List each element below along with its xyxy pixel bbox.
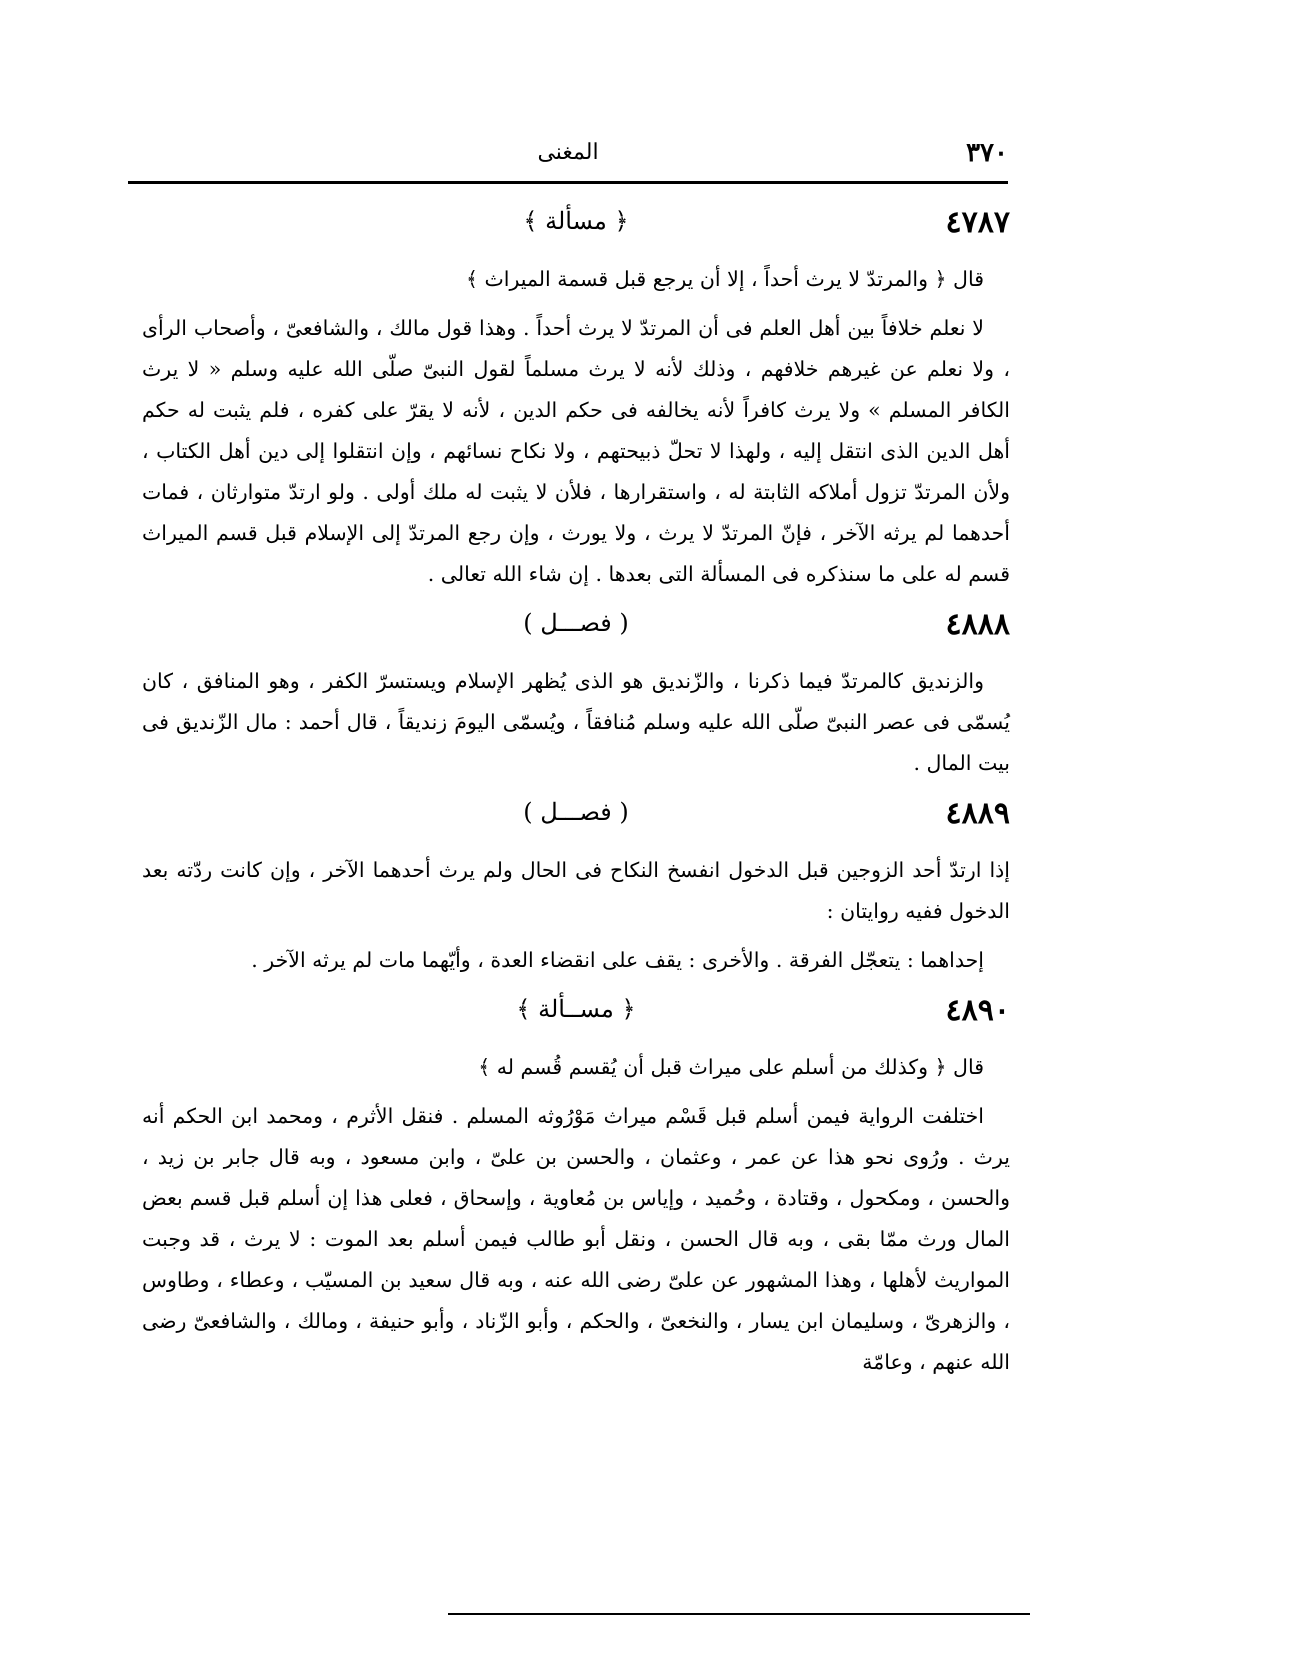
section-heading	[142, 993, 1010, 1033]
section-heading	[142, 205, 1010, 245]
footer-rule	[448, 1613, 1030, 1615]
section-number: ٤٨٨٩	[945, 796, 1010, 831]
section-title: ﴿ مسألة ﴾	[523, 207, 629, 235]
section-quote: قال ﴿ والمرتدّ لا يرث أحداً ، إلا أن يرجع قبل قسمة الميراث ﴾	[465, 267, 984, 291]
section-heading	[142, 796, 1010, 836]
section-number: ٤٨٨٨	[945, 607, 1010, 642]
section-number: ٤٨٩٠	[945, 993, 1010, 1028]
section-heading	[142, 607, 1010, 647]
section-paragraph: إحداهما : يتعجّل الفرقة . والأخرى : يقف على انقضاء العدة ، وأيّهما مات لم يرثه الآخر .	[251, 948, 984, 972]
section-quote: قال ﴿ وكذلك من أسلم على ميراث قبل أن يُقسم قُسم له ﴾	[478, 1055, 984, 1079]
section-paragraph: إذا ارتدّ أحد الزوجين قبل الدخول انفسخ النكاح فى الحال ولم يرث أحدهما الآخر ، وإن كانت ردّته بعد الدخول ففيه روايتان :	[142, 858, 1010, 923]
section-paragraph: اختلفت الرواية فيمن أسلم قبل قَسْم ميراث مَوْرُوثه المسلم . فنقل الأثرم ، ومحمد ابن الحكم أنه يرث . ورُوى نحو هذا عن عمر ، وعثمان ، والحسن بن علىّ ، وابن مسعود ، وبه قال جابر بن زيد ، والحسن ، ومكحول ، وقتادة ، وحُميد ، وإياس بن مُعاوية ، وإسحاق ، فعلى هذا إن أسلم قبل قسم بعض المال ورث ممّا بقى ، وبه قال الحسن ، ونقل أبو طالب فيمن أسلم بعد الموت : لا يرث ، قد وجبت المواريث لأهلها ، وهذا المشهور عن علىّ رضى الله عنه ، وبه قال سعيد بن المسيّب ، وعطاء ، وطاوس ، والزهرىّ ، وسليمان ابن يسار ، والنخعىّ ، والحكم ، وأبو الزّناد ، وأبو حنيفة ، ومالك ، والشافعىّ رضى الله عنهم ، وعامّة	[142, 1104, 1010, 1374]
page-number: ٣٧٠	[966, 138, 1008, 168]
header-rule	[128, 181, 1008, 184]
section-title: ( فصـــل )	[523, 798, 629, 826]
page-header	[128, 138, 1008, 178]
section-number: ٤٧٨٧	[945, 205, 1010, 240]
section-paragraph: لا نعلم خلافاً بين أهل العلم فى أن المرتدّ لا يرث أحداً . وهذا قول مالك ، والشافعىّ ، وأصحاب الرأى ، ولا نعلم عن غيرهم خلافهم ، وذلك لأنه لا يرث مسلماً لقول النبىّ صلّى الله عليه وسلم « لا يرث الكافر المسلم » ولا يرث كافراً لأنه يخالفه فى حكم الدين ، لأنه لا يقرّ على كفره ، فلم يثبت له حكم أهل الدين الذى انتقل إليه ، ولهذا لا تحلّ ذبيحتهم ، ولا نكاح نسائهم ، وإن انتقلوا إلى دين أهل الكتاب ، ولأن المرتدّ تزول أملاكه الثابتة له ، واستقرارها ، فلأن لا يثبت له ملك أولى . ولو ارتدّ متوارثان ، فمات أحدهما لم يرثه الآخر ، فإنّ المرتدّ لا يرث ، ولا يورث ، وإن رجع المرتدّ إلى الإسلام قبل قسم الميراث قسم له على ما سنذكره فى المسألة التى بعدها . إن شاء الله تعالى .	[142, 316, 1010, 586]
running-title: المغنى	[537, 140, 599, 165]
section-title: ﴿ مســألة ﴾	[516, 995, 636, 1023]
section-paragraph: والزنديق كالمرتدّ فيما ذكرنا ، والزّنديق هو الذى يُظهر الإسلام ويستسرّ الكفر ، وهو المنافق ، كان يُسمّى فى عصر النبىّ صلّى الله عليه وسلم مُنافقاً ، ويُسمّى اليومَ زنديقاً ، قال أحمد : مال الزّنديق فى بيت المال .	[142, 669, 1010, 775]
section-title: ( فصـــل )	[523, 609, 629, 637]
page-body	[142, 205, 1010, 1395]
